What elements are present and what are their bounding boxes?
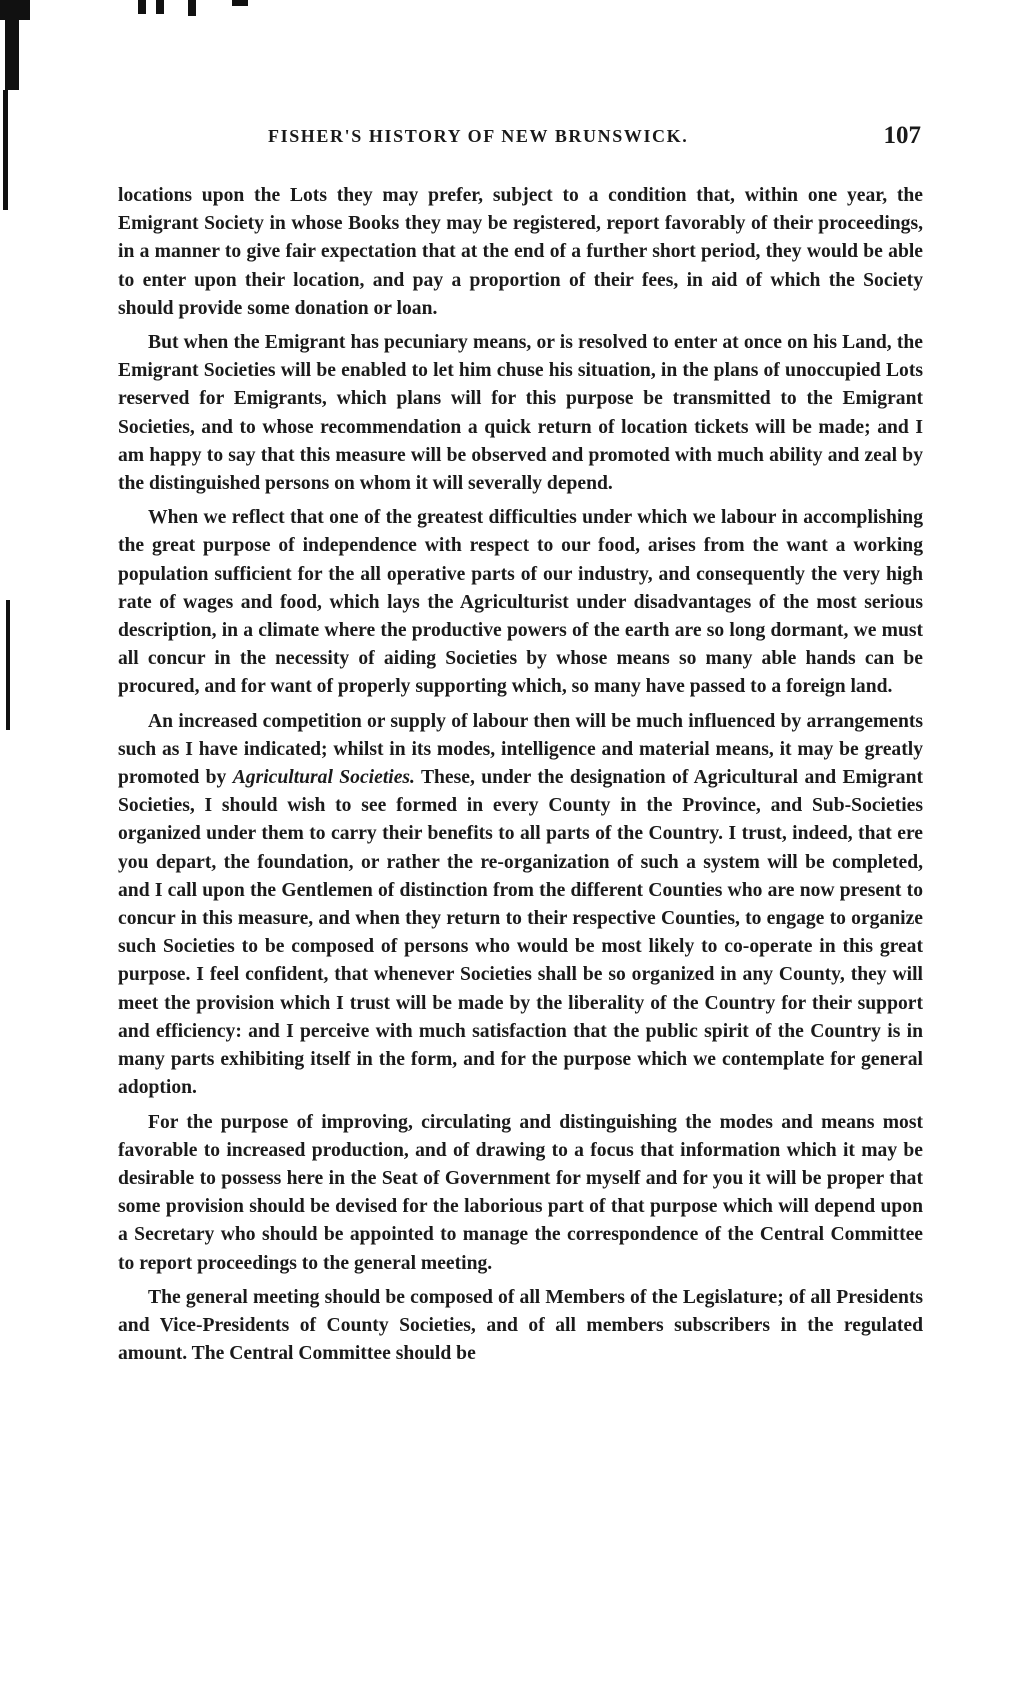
paragraph-1: locations upon the Lots they may prefer, subject to a condition that, within one year, the Emigrant Society in whose Books they may be registered, report favorably of their proceedings, in a manner to give fair expectation that at the end of a further short period, they would be able to enter upon their location, and pay a proportion of their fees, in aid of which the Society should provide some donation or loan.: [118, 185, 923, 319]
paragraph-4-start: An increased competition or supply of labour then will be much influenced by arrangements such as I have indicated; whilst in its modes, intelligence and material means, it may be greatly promoted by: [118, 710, 923, 789]
paragraph-4-italic: Agricultural Societies.: [232, 767, 415, 789]
page-number: 107: [883, 122, 921, 149]
scan-edge-mark: [0, 0, 30, 20]
paragraph-3: When we reflect that one of the greatest difficulties under which we labour in accomplishing the great purpose of independence with respect to our food, arises from the want a working population sufficient for the all operative parts of our industry, and consequently the very high rate of wages and food, which lays the Agriculturist under disadvantages of the most serious description, in a climate where the productive powers of the earth are so long dormant, we must all concur in the necessity of aiding Societies by whose means so many able hands can be procured, and for want of properly supporting which, so many have passed to a foreign land.: [118, 507, 923, 698]
scan-edge-mark: [232, 0, 248, 6]
body-text: [118, 182, 923, 1368]
scan-edge-mark: [138, 0, 146, 14]
scan-edge-mark: [188, 0, 196, 16]
paragraph-6: The general meeting should be composed of all Members of the Legislature; of all Presidents and Vice-Presidents of County Societies, and of all members subscribers in the regulated amount. The Central Committee should be: [118, 1286, 923, 1365]
scan-edge-mark: [156, 0, 164, 14]
paragraph-2: But when the Emigrant has pecuniary means, or is resolved to enter at once on his Land, the Emigrant Societies will be enabled to let him chuse his situation, in the plans of unoccupied Lots reserved for Emigrants, which plans will for this purpose be transmitted to the Emigrant Societies, and to whose recommendation a quick return of location tickets will be made; and I am happy to say that this measure will be observed and promoted with much ability and zeal by the distinguished persons on whom it will severally depend.: [118, 332, 923, 495]
scan-edge-mark: [5, 20, 19, 90]
scan-edge-mark: [3, 90, 8, 210]
paragraph-5: For the purpose of improving, circulating and distinguishing the modes and means most favorable to increased production, and of drawing to a focus that information which it may be desirable to possess here in the Seat of Government for myself and for you it will be proper that some provision should be devised for the laborious part of that purpose which will depend upon a Secretary who should be appointed to manage the correspondence of the Central Committee to report proceedings to the general meeting.: [118, 1111, 923, 1274]
paragraph-4-end: These, under the designation of Agricultural and Emigrant Societies, I should wish to see formed in every County in the Province, and Sub-Societies organized under them to carry their benefits to all parts of the Country. I trust, indeed, that ere you depart, the foundation, or rather the re-organization of such a system will be completed, and I call upon the Gentlemen of distinction from the different Counties who are now present to concur in this measure, and when they return to their respective Counties, to engage to organize such Societies to be composed of persons who would be most likely to co-operate in this great purpose. I feel confident, that whenever Societies shall be so organized in any County, they will meet the provision which I trust will be made by the liberality of the Country for their support and efficiency: and I perceive with much satisfaction that the public spirit of the Country is in many parts exhibiting itself in the form, and for the purpose which we contemplate for general adoption.: [118, 767, 924, 1099]
page-header: [118, 122, 923, 156]
scan-edge-mark: [6, 600, 10, 730]
running-title: FISHER'S HISTORY OF NEW BRUNSWICK.: [268, 126, 689, 146]
paragraph-4: [118, 708, 923, 1103]
